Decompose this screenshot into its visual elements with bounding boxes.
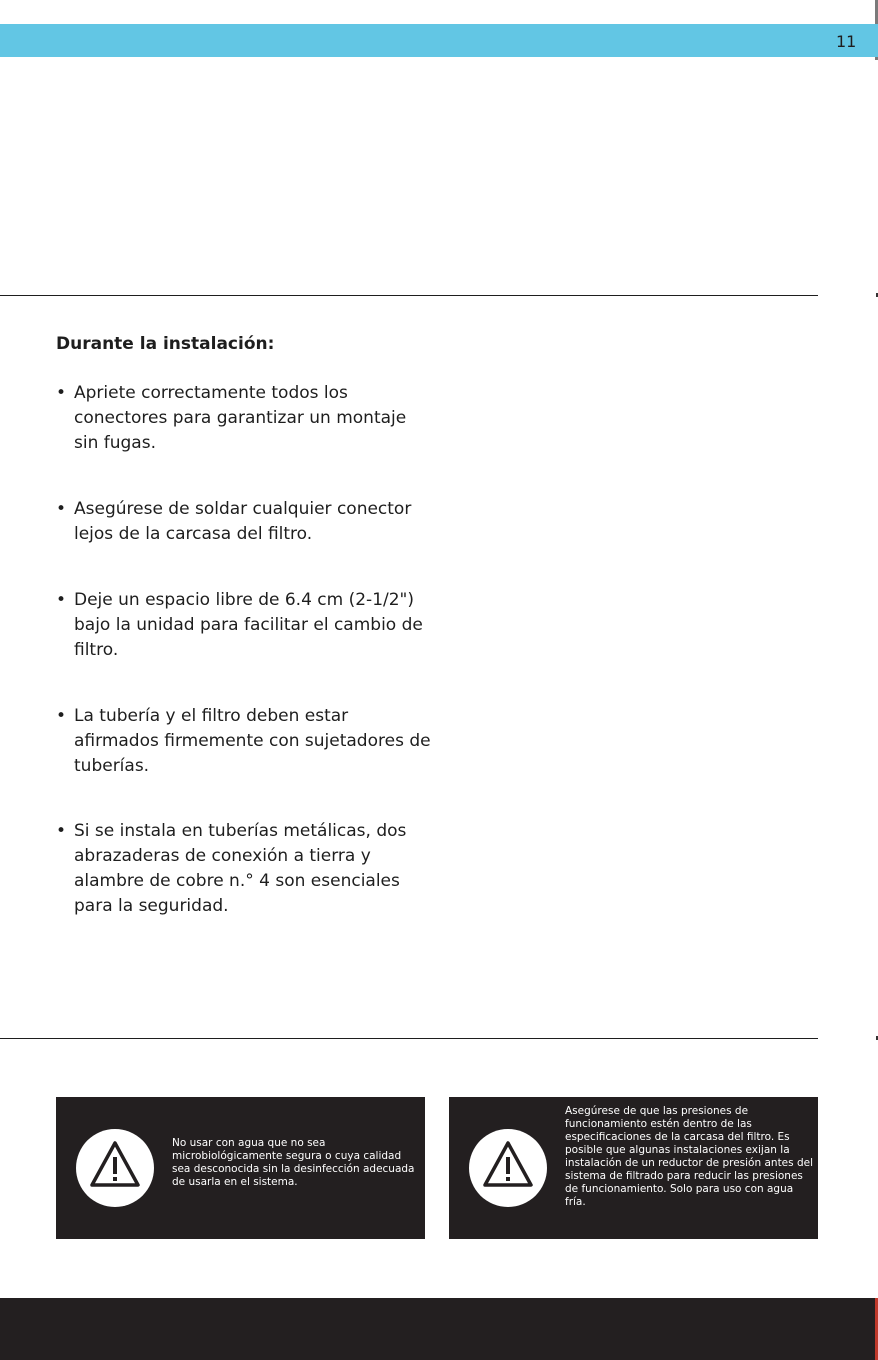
list-item [56, 588, 431, 663]
warning-text: Asegúrese de que las presiones de funcionamiento estén dentro de las especificaciones de la carcasa del filtro. Es posible que algunas instalaciones exijan la instalación de un reductor de presión antes del sistema de filtrado para reducir las presiones de funcionamiento. Solo para uso con agua fría. [565, 1105, 813, 1208]
bullet-marker: • [56, 821, 67, 841]
list-item [56, 497, 431, 547]
page-number: 11 [836, 32, 857, 51]
header-bar [0, 24, 878, 57]
list-item [56, 381, 431, 456]
list-item-text: Apriete correctamente todos los conectores para garantizar un montaje sin fugas. [74, 383, 407, 453]
warning-text: No usar con agua que no sea microbiológicamente segura o cuya calidad sea desconocida sin la desinfección adecuada de usarla en el sistema. [172, 1137, 415, 1188]
list-item-text: La tubería y el filtro deben estar afirmados firmemente con sujetadores de tuberías. [74, 706, 431, 776]
warning-triangle-icon [76, 1129, 154, 1207]
list-item-text: Asegúrese de soldar cualquier conector lejos de la carcasa del filtro. [74, 499, 412, 544]
bullet-marker: • [56, 499, 67, 519]
footer-bar [0, 1298, 878, 1360]
warning-box-pressure [449, 1097, 818, 1239]
divider-top [0, 295, 818, 296]
bullet-marker: • [56, 590, 67, 610]
divider-bottom [0, 1038, 818, 1039]
list-item-text: Deje un espacio libre de 6.4 cm (2-1/2") bajo la unidad para facilitar el cambio de filtro. [74, 590, 423, 660]
section-title: Durante la instalación: [56, 334, 275, 354]
list-item [56, 704, 431, 779]
warning-triangle-icon [469, 1129, 547, 1207]
bullet-marker: • [56, 706, 67, 726]
list-item-text: Si se instala en tuberías metálicas, dos abrazaderas de conexión a tierra y alambre de cobre n.° 4 son esenciales para la seguridad. [74, 821, 407, 916]
bullet-marker: • [56, 383, 67, 403]
list-item [56, 819, 431, 919]
warning-box-water-quality [56, 1097, 425, 1239]
